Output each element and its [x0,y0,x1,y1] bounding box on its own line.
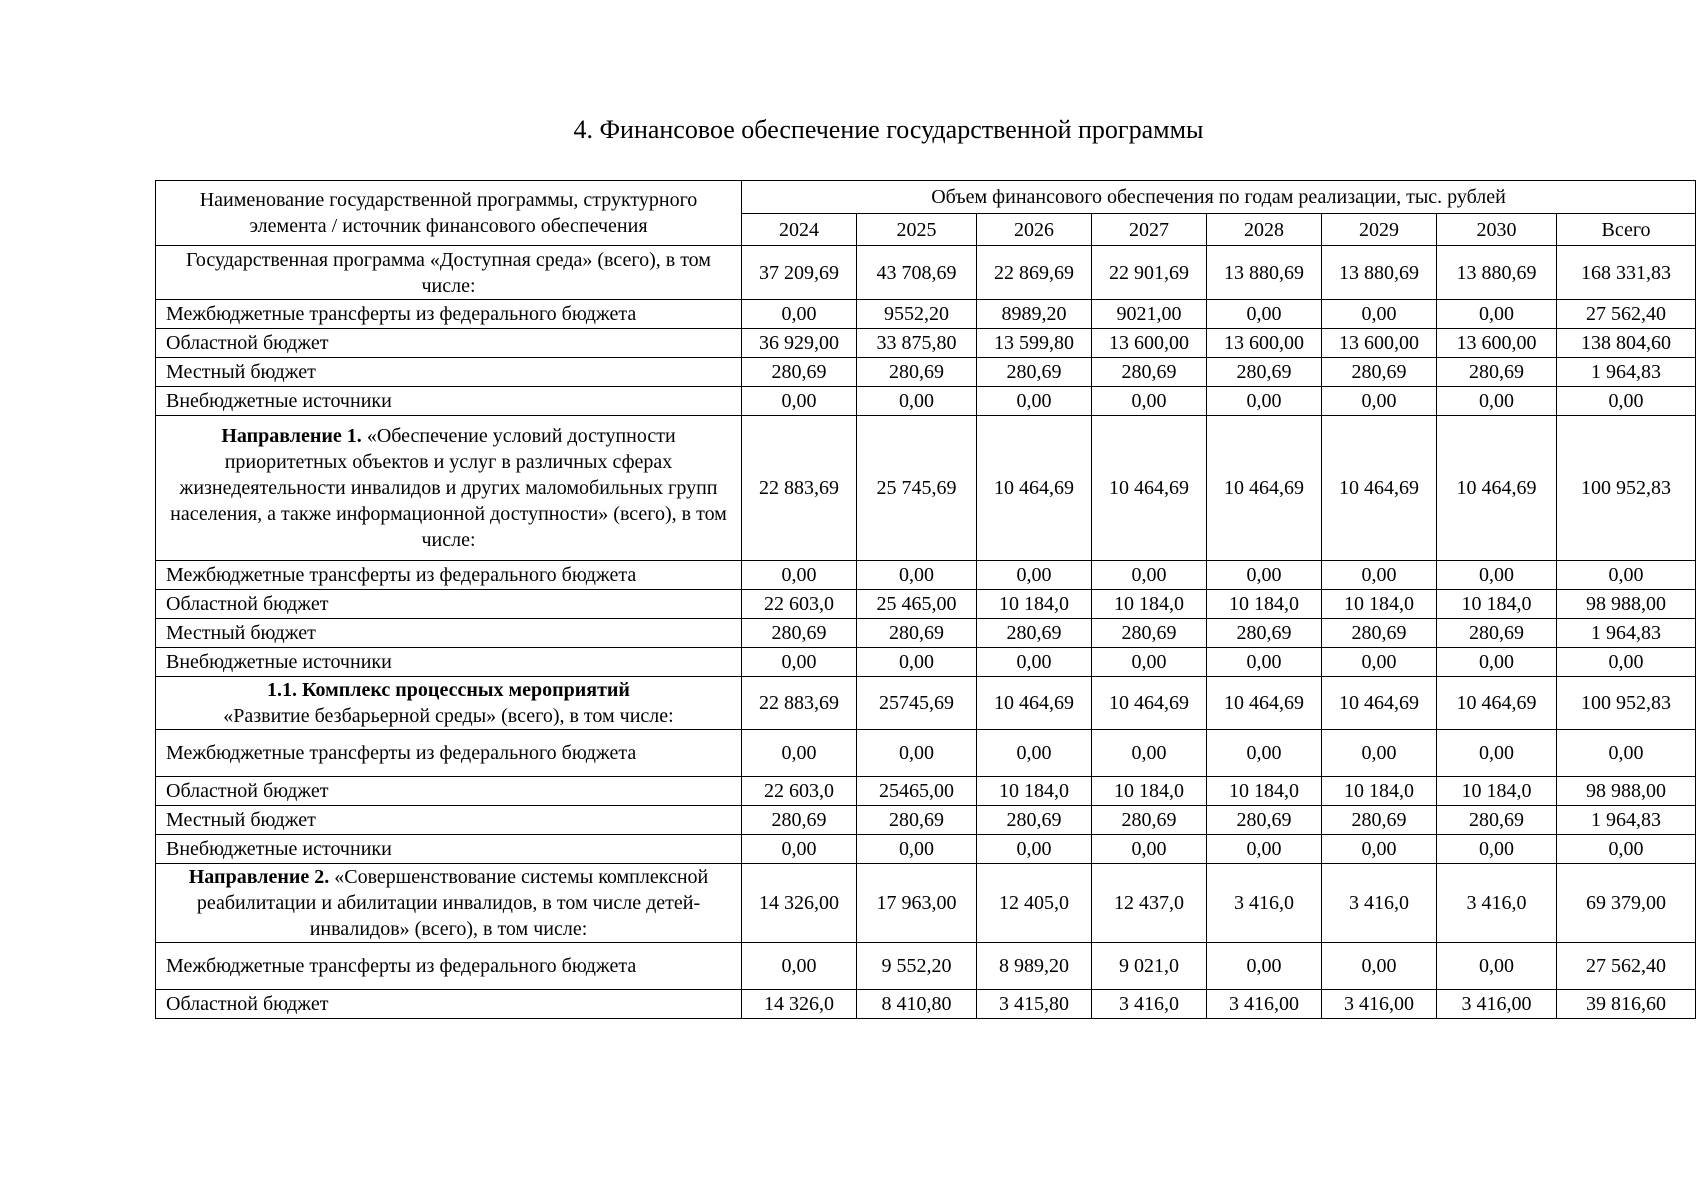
table-row [156,730,1696,777]
value-cell: 10 464,69 [977,677,1092,730]
total-cell: 100 952,83 [1557,416,1696,561]
value-cell: 0,00 [1322,387,1437,416]
row-label-text: Внебюджетные источники [166,651,392,673]
table-row [156,561,1696,590]
value-cell: 0,00 [977,835,1092,864]
row-label [156,590,742,619]
value-cell: 0,00 [977,730,1092,777]
row-label-text: Внебюджетные источники [166,838,392,860]
value-cell: 0,00 [742,300,857,329]
row-label-text: Межбюджетные трансферты из федерального бюджета [166,955,637,977]
value-cell: 13 600,00 [1207,329,1322,358]
value-cell: 3 416,0 [1437,864,1557,943]
value-cell: 3 416,0 [1322,864,1437,943]
value-cell: 22 883,69 [742,416,857,561]
value-cell: 3 416,00 [1322,990,1437,1019]
value-cell: 280,69 [977,806,1092,835]
row-label-text: Областной бюджет [166,780,329,802]
value-cell: 10 184,0 [1092,777,1207,806]
value-cell: 13 600,00 [1437,329,1557,358]
table-row [156,358,1696,387]
row-label [156,246,742,300]
value-cell: 0,00 [1092,730,1207,777]
column-header-name: Наименование государственной программы, структурного элемента / источник финансового обеспечения [156,181,742,246]
value-cell: 25 465,00 [857,590,977,619]
value-cell: 0,00 [1092,387,1207,416]
value-cell: 25 745,69 [857,416,977,561]
total-cell: 0,00 [1557,730,1696,777]
value-cell: 0,00 [857,561,977,590]
value-cell: 43 708,69 [857,246,977,300]
value-cell: 0,00 [742,835,857,864]
value-cell: 10 464,69 [977,416,1092,561]
total-cell: 0,00 [1557,835,1696,864]
value-cell: 0,00 [742,387,857,416]
value-cell: 280,69 [1207,619,1322,648]
row-label [156,648,742,677]
value-cell: 0,00 [1322,835,1437,864]
total-cell: 98 988,00 [1557,777,1696,806]
value-cell: 0,00 [1207,387,1322,416]
value-cell: 22 869,69 [977,246,1092,300]
value-cell: 10 184,0 [977,777,1092,806]
value-cell: 0,00 [1207,730,1322,777]
value-cell: 10 184,0 [1207,777,1322,806]
row-label [156,806,742,835]
value-cell: 0,00 [1322,648,1437,677]
value-cell: 0,00 [1437,561,1557,590]
value-cell: 3 416,00 [1437,990,1557,1019]
row-label-text: «Развитие безбарьерной среды» (всего), в том числе: [223,705,674,727]
value-cell: 280,69 [977,358,1092,387]
row-label-text: Областной бюджет [166,593,329,615]
row-label-text: Местный бюджет [166,809,316,831]
value-cell: 14 326,00 [742,864,857,943]
row-label [156,300,742,329]
value-cell: 0,00 [1437,300,1557,329]
value-cell: 0,00 [1207,300,1322,329]
column-header-year: 2024 [742,214,857,246]
table-row [156,677,1696,730]
value-cell: 25465,00 [857,777,977,806]
row-label [156,619,742,648]
value-cell: 12 437,0 [1092,864,1207,943]
table-body [156,246,1696,1019]
value-cell: 0,00 [1207,648,1322,677]
row-label [156,730,742,777]
table-row [156,329,1696,358]
value-cell: 10 184,0 [1437,590,1557,619]
table-row [156,777,1696,806]
value-cell: 22 603,0 [742,777,857,806]
table-row [156,246,1696,300]
value-cell: 9 552,20 [857,943,977,990]
total-cell: 0,00 [1557,648,1696,677]
value-cell: 0,00 [1322,300,1437,329]
value-cell: 25745,69 [857,677,977,730]
row-label-text: «Обеспечение условий доступности приоритетных объектов и услуг в различных сферах жизнедеятельности инвалидов и других маломобильных групп населения, а также информационной доступности» (всего), в том числе: [170,425,727,551]
value-cell: 280,69 [742,358,857,387]
value-cell: 0,00 [1092,648,1207,677]
column-header-year: 2027 [1092,214,1207,246]
row-label [156,387,742,416]
value-cell: 14 326,0 [742,990,857,1019]
row-label [156,990,742,1019]
table-row [156,416,1696,561]
row-label [156,329,742,358]
value-cell: 0,00 [1437,835,1557,864]
value-cell: 280,69 [857,619,977,648]
total-cell: 1 964,83 [1557,358,1696,387]
value-cell: 3 416,00 [1207,990,1322,1019]
value-cell: 10 464,69 [1207,416,1322,561]
row-label-text: Областной бюджет [166,993,329,1015]
value-cell: 280,69 [1437,358,1557,387]
value-cell: 0,00 [977,387,1092,416]
value-cell: 0,00 [1092,561,1207,590]
value-cell: 3 416,0 [1207,864,1322,943]
value-cell: 280,69 [857,806,977,835]
row-label [156,561,742,590]
total-cell: 27 562,40 [1557,943,1696,990]
total-cell: 27 562,40 [1557,300,1696,329]
row-label-text: «Совершенствование системы комплексной реабилитации и абилитации инвалидов, в том числе детей-инвалидов» (всего), в том числе: [196,866,709,940]
row-label-text: Внебюджетные источники [166,390,392,412]
value-cell: 22 901,69 [1092,246,1207,300]
value-cell: 10 464,69 [1092,677,1207,730]
column-header-year: 2025 [857,214,977,246]
value-cell: 280,69 [857,358,977,387]
table-row [156,590,1696,619]
total-cell: 39 816,60 [1557,990,1696,1019]
value-cell: 280,69 [1437,806,1557,835]
table-row [156,990,1696,1019]
value-cell: 0,00 [742,943,857,990]
value-cell: 10 464,69 [1322,677,1437,730]
value-cell: 280,69 [742,806,857,835]
row-label [156,358,742,387]
value-cell: 9 021,0 [1092,943,1207,990]
row-label-text: Межбюджетные трансферты из федерального бюджета [166,742,637,764]
column-header-year: 2026 [977,214,1092,246]
total-cell: 0,00 [1557,387,1696,416]
value-cell: 10 184,0 [1437,777,1557,806]
column-header-total: Всего [1557,214,1696,246]
value-cell: 12 405,0 [977,864,1092,943]
table-row [156,864,1696,943]
value-cell: 13 600,00 [1092,329,1207,358]
row-label [156,835,742,864]
value-cell: 0,00 [857,648,977,677]
value-cell: 280,69 [1322,806,1437,835]
value-cell: 10 184,0 [1322,777,1437,806]
value-cell: 10 464,69 [1437,416,1557,561]
value-cell: 10 184,0 [1322,590,1437,619]
value-cell: 36 929,00 [742,329,857,358]
column-header-year: 2028 [1207,214,1322,246]
value-cell: 0,00 [1322,943,1437,990]
row-label-bold: Направление 1. [221,425,362,447]
value-cell: 0,00 [1437,943,1557,990]
value-cell: 22 603,0 [742,590,857,619]
total-cell: 98 988,00 [1557,590,1696,619]
value-cell: 280,69 [1437,619,1557,648]
value-cell: 280,69 [1207,806,1322,835]
value-cell: 10 464,69 [1437,677,1557,730]
value-cell: 9021,00 [1092,300,1207,329]
value-cell: 0,00 [1322,561,1437,590]
value-cell: 33 875,80 [857,329,977,358]
value-cell: 10 184,0 [1092,590,1207,619]
value-cell: 8 410,80 [857,990,977,1019]
value-cell: 280,69 [1092,358,1207,387]
row-label-bold: 1.1. Комплекс процессных мероприятий [267,679,630,701]
value-cell: 0,00 [1207,835,1322,864]
value-cell: 0,00 [1207,943,1322,990]
row-label [156,777,742,806]
table-row [156,619,1696,648]
value-cell: 280,69 [1322,358,1437,387]
row-label-text: Межбюджетные трансферты из федерального бюджета [166,303,637,325]
value-cell: 3 415,80 [977,990,1092,1019]
page-title: 4. Финансовое обеспечение государственной программы [573,115,1204,144]
header-row-1 [156,181,1696,214]
column-header-volume: Объем финансового обеспечения по годам реализации, тыс. рублей [742,181,1696,214]
value-cell: 37 209,69 [742,246,857,300]
total-cell: 1 964,83 [1557,806,1696,835]
value-cell: 0,00 [977,648,1092,677]
value-cell: 0,00 [1322,730,1437,777]
value-cell: 8 989,20 [977,943,1092,990]
total-cell: 168 331,83 [1557,246,1696,300]
value-cell: 0,00 [857,387,977,416]
value-cell: 3 416,0 [1092,990,1207,1019]
total-cell: 69 379,00 [1557,864,1696,943]
table-row [156,943,1696,990]
value-cell: 22 883,69 [742,677,857,730]
row-label-text: Местный бюджет [166,622,316,644]
table-row [156,387,1696,416]
value-cell: 13 600,00 [1322,329,1437,358]
row-label [156,416,742,561]
value-cell: 280,69 [1322,619,1437,648]
value-cell: 0,00 [742,648,857,677]
value-cell: 10 464,69 [1092,416,1207,561]
value-cell: 280,69 [742,619,857,648]
value-cell: 10 184,0 [977,590,1092,619]
row-label-text: Межбюджетные трансферты из федерального бюджета [166,564,637,586]
row-label [156,943,742,990]
value-cell: 0,00 [1092,835,1207,864]
value-cell: 13 880,69 [1437,246,1557,300]
value-cell: 280,69 [977,619,1092,648]
total-cell: 138 804,60 [1557,329,1696,358]
value-cell: 0,00 [742,561,857,590]
value-cell: 280,69 [1092,806,1207,835]
value-cell: 13 599,80 [977,329,1092,358]
value-cell: 10 464,69 [1322,416,1437,561]
total-cell: 1 964,83 [1557,619,1696,648]
value-cell: 0,00 [1437,648,1557,677]
table-row [156,835,1696,864]
row-label-bold: Направление 2. [188,866,330,888]
financing-table [155,180,1696,1019]
value-cell: 0,00 [1437,730,1557,777]
row-label-text: Государственная программа «Доступная среда» (всего), в том числе: [186,248,711,297]
value-cell: 0,00 [857,730,977,777]
row-label-text: Областной бюджет [166,332,329,354]
value-cell: 17 963,00 [857,864,977,943]
total-cell: 100 952,83 [1557,677,1696,730]
table-row [156,648,1696,677]
table-row [156,806,1696,835]
table-row [156,300,1696,329]
value-cell: 13 880,69 [1322,246,1437,300]
value-cell: 0,00 [742,730,857,777]
value-cell: 9552,20 [857,300,977,329]
value-cell: 10 184,0 [1207,590,1322,619]
row-label-text: Местный бюджет [166,361,316,383]
value-cell: 0,00 [1437,387,1557,416]
value-cell: 0,00 [977,561,1092,590]
column-header-year: 2029 [1322,214,1437,246]
value-cell: 8989,20 [977,300,1092,329]
total-cell: 0,00 [1557,561,1696,590]
value-cell: 0,00 [1207,561,1322,590]
column-header-year: 2030 [1437,214,1557,246]
value-cell: 0,00 [857,835,977,864]
value-cell: 13 880,69 [1207,246,1322,300]
row-label [156,677,742,730]
value-cell: 280,69 [1207,358,1322,387]
value-cell: 280,69 [1092,619,1207,648]
value-cell: 10 464,69 [1207,677,1322,730]
row-label [156,864,742,943]
